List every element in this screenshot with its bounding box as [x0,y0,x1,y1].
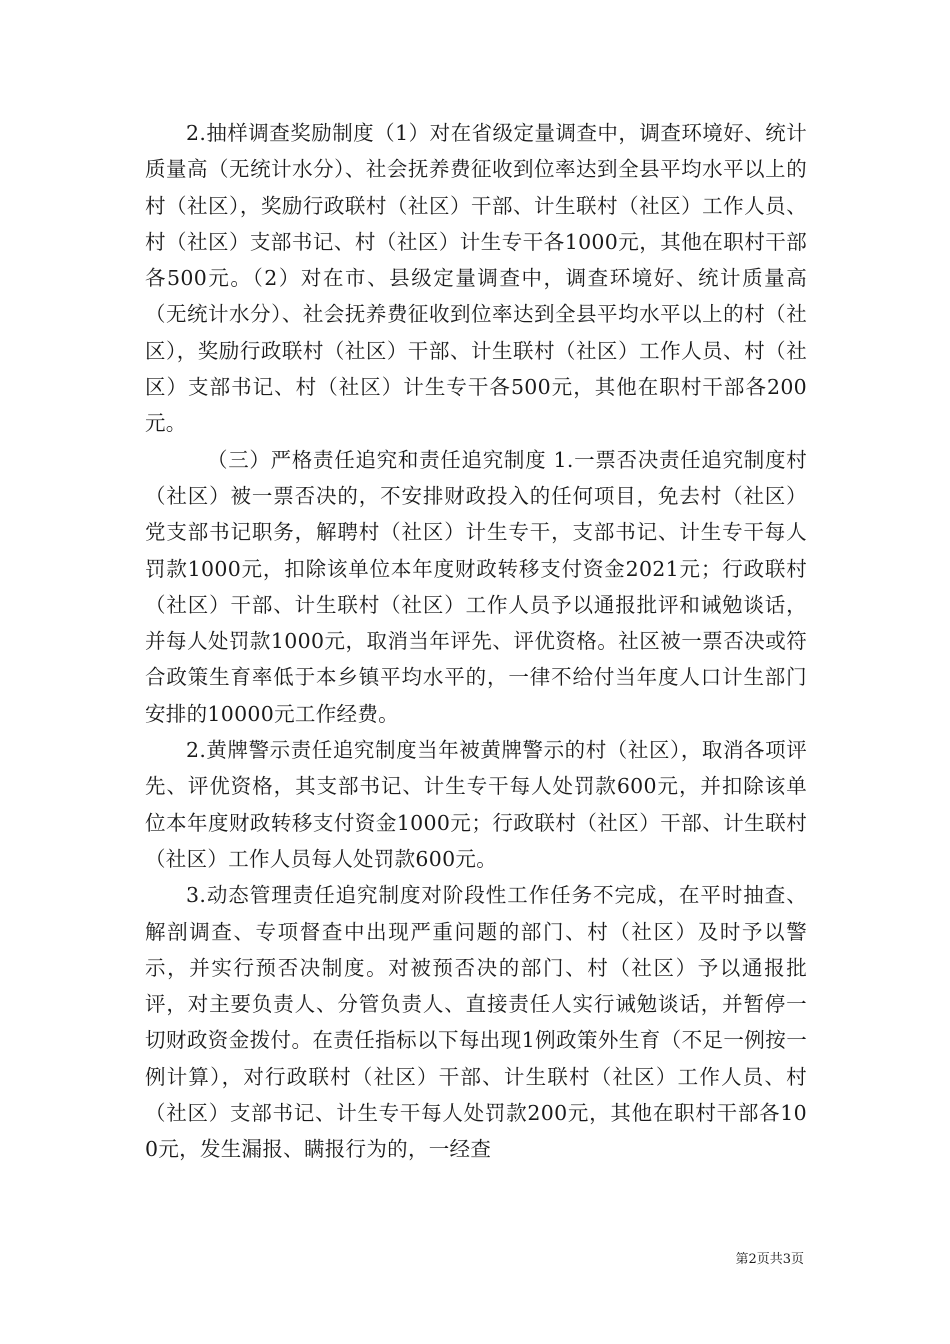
paragraph-sampling-reward: 2.抽样调查奖励制度（1）对在省级定量调查中，调查环境好、统计质量高（无统计水分）、社会抚养费征收到位率达到全县平均水平以上的村（社区），奖励行政联村（社区）干部、计生联村（社区）工作人员、村（社区）支部书记、村（社区）计生专干各1000元，其他在职村干部各500元。（2）对在市、县级定量调查中，调查环境好、统计质量高（无统计水分）、社会抚养费征收到位率达到全县平均水平以上的村（社区），奖励行政联村（社区）干部、计生联村（社区）工作人员、村（社区）支部书记、村（社区）计生专干各500元，其他在职村干部各200元。 [145,121,807,436]
paragraph-accountability: （三）严格责任追究和责任追究制度 1.一票否决责任追究制度村（社区）被一票否决的，不安排财政投入的任何项目，免去村（社区）党支部书记职务，解聘村（社区）计生专干，支部书记、计生专干每人罚款1000元，扣除该单位本年度财政转移支付资金2021元；行政联村（社区）干部、计生联村（社区）工作人员予以通报批评和诫勉谈话，并每人处罚款1000元，取消当年评先、评优资格。社区被一票否决或符合政策生育率低于本乡镇平均水平的，一律不给付当年度人口计生部门安排的10000元工作经费。 [145,447,807,726]
document-body [145,115,807,1168]
paragraph-yellow-card: 2.黄牌警示责任追究制度当年被黄牌警示的村（社区），取消各项评先、评优资格，其支部书记、计生专干每人处罚款600元，并扣除该单位本年度财政转移支付资金1000元；行政联村（社区）干部、计生联村（社区）工作人员每人处罚款600元。 [145,738,807,871]
page-number: 第2页共3页 [735,1252,804,1267]
paragraph-dynamic-management: 3.动态管理责任追究制度对阶段性工作任务不完成，在平时抽查、解剖调查、专项督查中出现严重问题的部门、村（社区）及时予以警示，并实行预否决制度。对被预否决的部门、村（社区）予以通报批评，对主要负责人、分管负责人、直接责任人实行诫勉谈话，并暂停一切财政资金拨付。在责任指标以下每出现1例政策外生育（不足一例按一例计算），对行政联村（社区）干部、计生联村（社区）工作人员、村（社区）支部书记、计生专干每人处罚款200元，其他在职村干部各100元，发生漏报、瞒报行为的，一经查 [145,883,807,1162]
